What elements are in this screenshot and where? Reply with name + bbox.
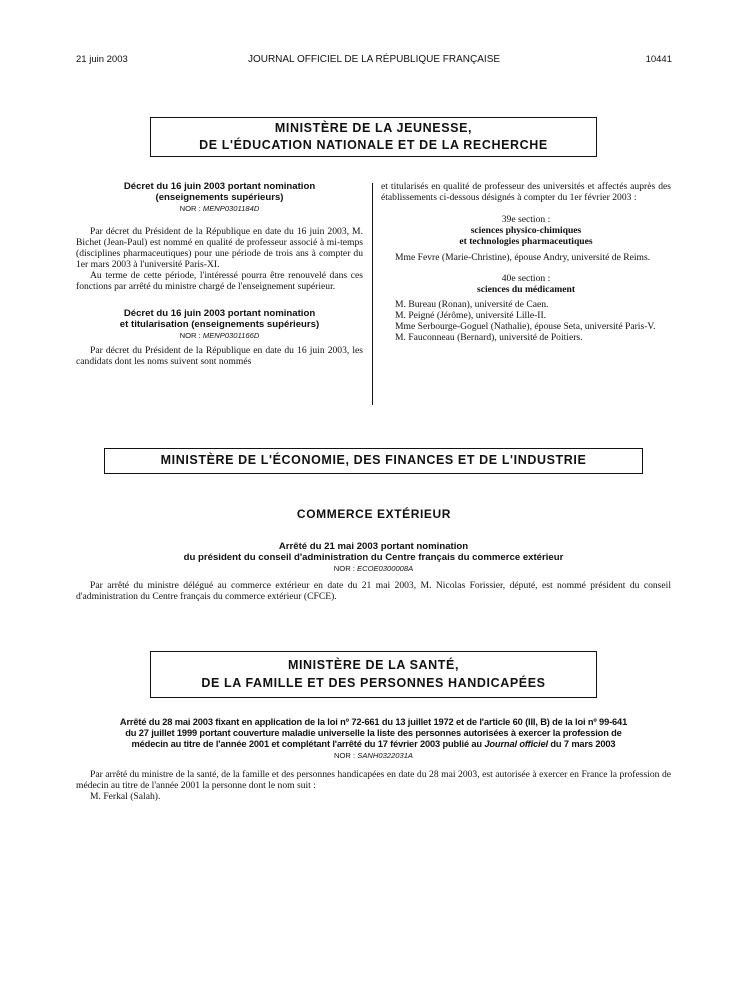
- decree2-title-line2: et titularisation (enseignements supérieurs): [119, 319, 320, 330]
- sante-nor-label: NOR :: [334, 751, 356, 760]
- decree1-paragraph1: Par décret du Président de la République en date du 16 juin 2003, M. Bichet (Jean-Paul) est nommé en qualité de professeur associé à mi-temps (disciplines pharmaceutiques) pour une période de trois ans à compter du 1er mars 2003 à l'université Paris-XI.: [76, 226, 363, 270]
- section39-name-line1: sciences physico-chimiques: [470, 225, 582, 236]
- header-journal-title: JOURNAL OFFICIEL DE LA RÉPUBLIQUE FRANÇAISE: [247, 54, 501, 65]
- commerce-nor: [76, 563, 671, 574]
- sante-entry: M. Ferkal (Salah).: [90, 791, 161, 802]
- ministry-sante-line2: DE LA FAMILLE ET DES PERSONNES HANDICAPÉES: [201, 676, 546, 690]
- ministry-economie-line1: MINISTÈRE DE L'ÉCONOMIE, DES FINANCES ET DE L'INDUSTRIE: [160, 453, 587, 467]
- header-page-number: 10441: [645, 54, 672, 65]
- column-divider: [372, 183, 373, 405]
- decree2-nor: [76, 330, 363, 341]
- ministry-jeunesse-line1: MINISTÈRE DE LA JEUNESSE,: [274, 121, 473, 135]
- section39-name-line2: et technologies pharmaceutiques: [459, 236, 593, 247]
- decree1-title-line1: Décret du 16 juin 2003 portant nomination: [123, 181, 316, 192]
- decree2-paragraph1: Par décret du Président de la République en date du 16 juin 2003, les candidats dont les noms suivent sont nommés: [76, 345, 363, 367]
- sante-paragraph: Par arrêté du ministre de la santé, de la famille et des personnes handicapées en date du 28 mai 2003, est autorisée à exercer en France la profession de médecin au titre de l'année 2001 la personne dont le nom suit :: [76, 769, 671, 791]
- section40-number: 40e section :: [501, 273, 551, 284]
- sante-section: [76, 717, 671, 802]
- decree1-nor-code: MENP0301184D: [202, 204, 260, 213]
- commerce-title-line2: du président du conseil d'administration du Centre français du commerce extérieur: [183, 552, 564, 563]
- sante-title-line3: [76, 739, 671, 750]
- commerce-paragraph: Par arrêté du ministre délégué au commerce extérieur en date du 21 mai 2003, M. Nicolas Forissier, député, est nommé président du conseil d'administration du Centre français du commerce extérieur (CFCE).: [76, 580, 671, 602]
- decree2-nor-label: NOR :: [179, 331, 201, 340]
- ministry-economie-box: [104, 448, 643, 474]
- commerce-heading: COMMERCE EXTÉRIEUR: [296, 507, 452, 521]
- section40-entry: M. Fauconneau (Bernard), université de Poitiers.: [395, 332, 583, 343]
- section40-entry: Mme Serbourge-Goguel (Nathalie), épouse Seta, université Paris-V.: [395, 321, 656, 332]
- decree1-nor-label: NOR :: [179, 204, 201, 213]
- commerce-nor-code: ECOE0300008A: [357, 564, 414, 573]
- sante-title-journal-officiel: Journal officiel: [484, 739, 548, 749]
- section40-entry: M. Bureau (Ronan), université de Caen.: [395, 299, 549, 310]
- ministry-sante-box: [150, 651, 597, 698]
- sante-title-line2: du 27 juillet 1999 portant couverture maladie universelle la liste des personnes autorisées à exercer la profession de: [125, 728, 622, 738]
- section39-number: 39e section :: [501, 214, 551, 225]
- sante-title-line1: Arrêté du 28 mai 2003 fixant en application de la loi nº 72-661 du 13 juillet 1972 et de l'article 60 (III, B) de la loi nº 99-641: [119, 717, 628, 727]
- decree2-title-line1: Décret du 16 juin 2003 portant nomination: [123, 308, 316, 319]
- decree1-paragraph2: Au terme de cette période, l'intéressé pourra être renouvelé dans ces fonctions par arrêté du ministre chargé de l'enseignement supérieur.: [76, 270, 363, 292]
- section40-name: sciences du médicament: [476, 284, 576, 295]
- commerce-nor-label: NOR :: [333, 564, 355, 573]
- commerce-section: [76, 541, 671, 602]
- ministry-jeunesse-box: [150, 117, 597, 157]
- sante-title-line3-part3: du 7 mars 2003: [547, 739, 616, 749]
- sante-nor-code: SANH0322031A: [357, 751, 413, 760]
- decree1-title-line2: (enseignements supérieurs): [155, 192, 284, 203]
- section40-entry: M. Peigné (Jérôme), université Lille-II.: [395, 310, 547, 321]
- right-column: [381, 181, 671, 343]
- decree1-nor: [76, 203, 363, 214]
- ministry-jeunesse-line2: DE L'ÉDUCATION NATIONALE ET DE LA RECHERCHE: [199, 138, 548, 152]
- section39-entry: Mme Fevre (Marie-Christine), épouse Andry, université de Reims.: [395, 252, 651, 263]
- sante-nor: [76, 750, 671, 761]
- commerce-title-line1: Arrêté du 21 mai 2003 portant nomination: [278, 541, 469, 552]
- ministry-sante-line1: MINISTÈRE DE LA SANTÉ,: [287, 658, 460, 672]
- sante-title-line3-part1: médecin au titre de l'année 2001 et complétant l'arrêté du 17 février 2003 publié au: [131, 739, 485, 749]
- decree2-paragraph-continued: et titularisés en qualité de professeur des universités et affectés auprès des établissements ci-dessous désignés à compter du 1er février 2003 :: [381, 181, 671, 203]
- left-column: [76, 181, 363, 367]
- decree2-nor-code: MENP0301166D: [202, 331, 260, 340]
- header-date: 21 juin 2003: [76, 54, 128, 65]
